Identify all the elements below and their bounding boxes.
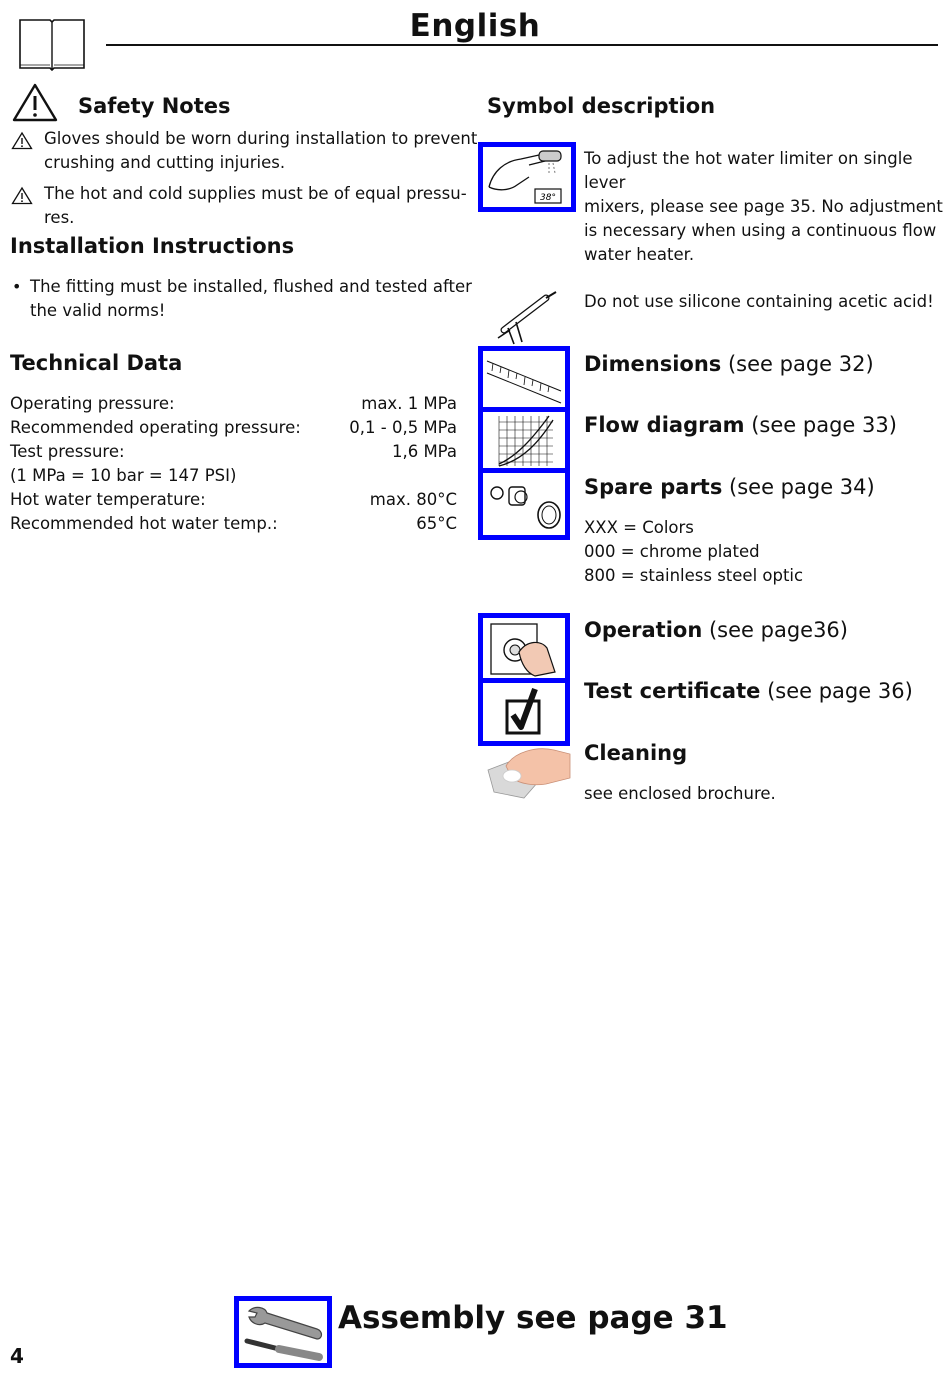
- safety-note-pressure: The hot and cold supplies must be of equal pressu- res.: [44, 184, 467, 227]
- tech-row: [10, 488, 457, 512]
- tech-label: Recommended hot water temp.:: [10, 514, 278, 533]
- spare-parts-icon: [478, 468, 570, 540]
- tech-row: [10, 440, 457, 464]
- page-number: 4: [10, 1344, 24, 1368]
- dimensions-heading: Dimensions (see page 32): [584, 352, 874, 376]
- cleaning-text: see enclosed brochure.: [584, 784, 776, 803]
- tech-row: [10, 392, 457, 416]
- tech-value: max. 80°C: [369, 490, 457, 509]
- silicone-gun-icon: [494, 290, 560, 348]
- flow-diagram-heading: Flow diagram (see page 33): [584, 413, 897, 437]
- dimensions-icon: [478, 346, 570, 412]
- warning-icon: [11, 186, 33, 205]
- hot-water-limiter-text: To adjust the hot water limiter on single lever mixers, please see page 35. No adjustment is necessary when using a continuous flow water heater.: [584, 149, 943, 264]
- tech-label: (1 MPa = 10 bar = 147 PSI): [10, 466, 237, 485]
- operation-icon: [478, 613, 570, 685]
- book-icon: [18, 16, 86, 72]
- test-certificate-heading: Test certificate (see page 36): [584, 679, 913, 703]
- safety-title: Safety Notes: [78, 94, 231, 118]
- silicone-note: Do not use silicone containing acetic acid!: [584, 292, 934, 311]
- flow-diagram-icon: [478, 407, 570, 473]
- tech-value: max. 1 MPa: [361, 394, 457, 413]
- assembly-reference: Assembly see page 31: [338, 1300, 728, 1336]
- page-title: English: [409, 8, 541, 44]
- tech-value: 65°C: [416, 514, 457, 533]
- bullet-icon: •: [12, 277, 22, 296]
- tech-label: Recommended operating pressure:: [10, 418, 301, 437]
- tech-row: [10, 512, 457, 536]
- symbols-title: Symbol description: [487, 94, 716, 118]
- hot-water-limiter-icon: [478, 142, 576, 212]
- spare-parts-heading: Spare parts (see page 34): [584, 475, 875, 499]
- tech-value: 0,1 - 0,5 MPa: [349, 418, 457, 437]
- tech-label: Hot water temperature:: [10, 490, 206, 509]
- safety-note-gloves: Gloves should be worn during installation to prevent crushing and cutting injuries.: [44, 129, 478, 172]
- tech-row: [10, 464, 457, 488]
- operation-heading: Operation (see page36): [584, 618, 848, 642]
- color-codes: XXX = Colors 000 = chrome plated 800 = stainless steel optic: [584, 518, 804, 585]
- warning-icon: [11, 131, 33, 150]
- tech-value: 1,6 MPa: [391, 442, 457, 461]
- tech-row: [10, 416, 457, 440]
- test-certificate-icon: [478, 678, 570, 746]
- header-rule: [106, 44, 938, 46]
- installation-instruction: The fitting must be installed, flushed and tested after the valid norms!: [30, 277, 472, 320]
- tech-label: Operating pressure:: [10, 394, 175, 413]
- cleaning-heading: Cleaning: [584, 741, 688, 765]
- cleaning-hand-icon: [484, 744, 572, 800]
- tech-label: Test pressure:: [10, 442, 125, 461]
- installation-title: Installation Instructions: [10, 234, 295, 258]
- technical-title: Technical Data: [10, 351, 183, 375]
- svg-text:38°: 38°: [540, 193, 556, 203]
- warning-icon: [12, 82, 58, 122]
- tools-icon: [234, 1296, 332, 1368]
